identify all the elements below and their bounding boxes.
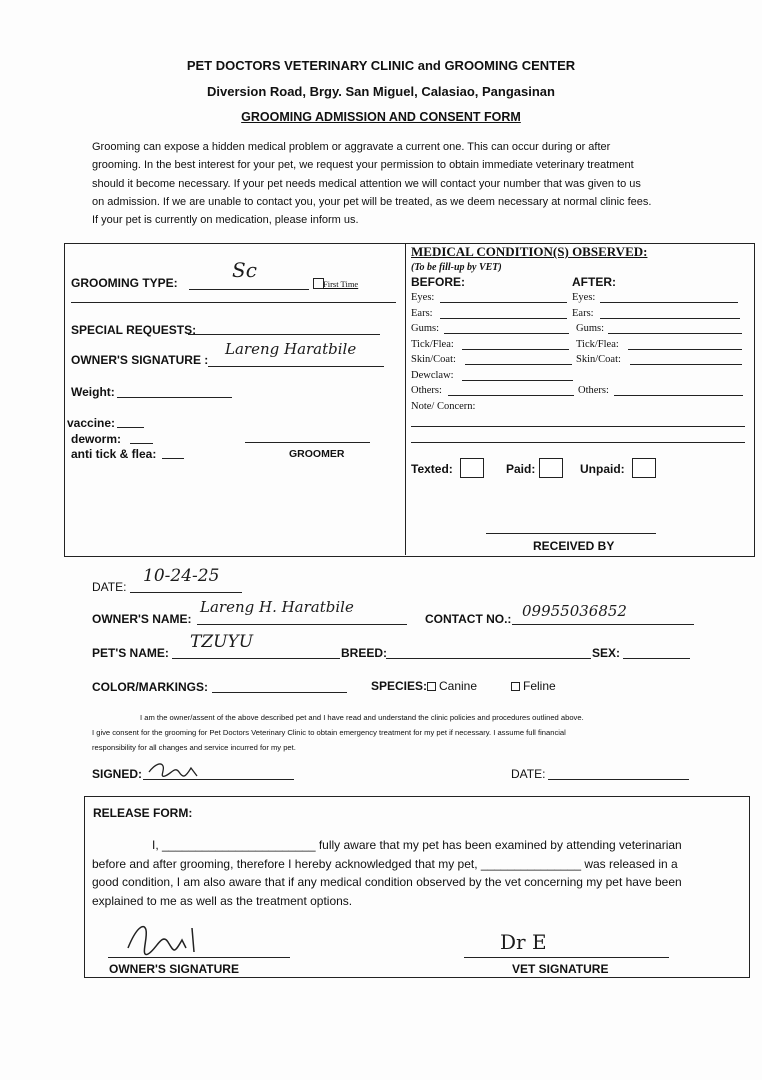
intro-line: If your pet is currently on medication, please inform us. — [92, 214, 359, 227]
first-time-label: First Time — [323, 279, 359, 289]
box-divider — [405, 243, 406, 555]
release-line: before and after grooming, therefore I hereby acknowledged that my pet, _______________ was released in a — [92, 856, 678, 871]
before-eyes-field[interactable] — [440, 302, 567, 303]
after-gums-field[interactable] — [608, 333, 742, 334]
after-ears-field[interactable] — [600, 318, 740, 319]
before-others-label: Others: — [411, 385, 442, 396]
texted-label: Texted: — [411, 462, 453, 476]
date-label: DATE: — [92, 580, 127, 594]
after-skin-field[interactable] — [630, 364, 742, 365]
before-label: BEFORE: — [411, 275, 465, 289]
pet-name-label: PET'S NAME: — [92, 646, 169, 660]
after-gums-label: Gums: — [576, 323, 605, 334]
before-ears-label: Ears: — [411, 308, 433, 319]
deworm-label: deworm: — [71, 432, 122, 446]
release-title: RELEASE FORM: — [93, 806, 193, 820]
species-label: SPECIES: — [371, 679, 428, 693]
before-eyes-label: Eyes: — [411, 292, 435, 303]
release-line: explained to me as well as the treatment options. — [92, 893, 353, 908]
before-dewclaw-field[interactable] — [462, 380, 573, 381]
consent-paragraph — [92, 710, 696, 755]
before-dewclaw-label: Dewclaw: — [411, 370, 454, 381]
before-gums-field[interactable] — [444, 333, 569, 334]
after-eyes-field[interactable] — [600, 302, 738, 303]
grooming-type-value[interactable]: Sc — [232, 258, 257, 282]
special-requests-label: SPECIAL REQUESTS: — [71, 323, 197, 337]
after-tick-field[interactable] — [628, 349, 742, 350]
owner-signature-value[interactable]: Lareng Haratbile — [225, 340, 357, 358]
clinic-name: PET DOCTORS VETERINARY CLINIC and GROOMING CENTER — [186, 58, 576, 73]
contact-value[interactable]: 09955036852 — [522, 602, 627, 620]
owner-name-label: OWNER'S NAME: — [92, 612, 192, 626]
signed-label: SIGNED: — [92, 767, 143, 781]
before-tick-field[interactable] — [462, 349, 569, 350]
intro-line: grooming. In the best interest for your pet, we request your permission to obtain immediate veterinary treatment — [92, 159, 634, 172]
groomer-label: GROOMER — [289, 448, 345, 460]
before-ears-field[interactable] — [440, 318, 567, 319]
unpaid-label: Unpaid: — [580, 462, 625, 476]
unpaid-checkbox[interactable] — [632, 458, 656, 478]
note-field-1[interactable] — [411, 426, 745, 427]
color-markings-field[interactable] — [212, 692, 347, 693]
owner-name-value[interactable]: Lareng H. Haratbile — [200, 598, 354, 616]
grooming-type-label: GROOMING TYPE: — [71, 276, 178, 290]
deworm-field[interactable] — [130, 443, 153, 444]
contact-label: CONTACT NO.: — [425, 612, 512, 626]
weight-field[interactable] — [117, 397, 232, 398]
vet-signature-label: VET SIGNATURE — [512, 962, 609, 976]
sex-label: SEX: — [592, 646, 621, 660]
before-gums-label: Gums: — [411, 323, 440, 334]
before-skin-label: Skin/Coat: — [411, 354, 456, 365]
medical-title: MEDICAL CONDITION(S) OBSERVED: — [411, 244, 648, 259]
intro-line: should it become necessary. If your pet needs medical attention we will contact your number that was given to us — [92, 177, 641, 190]
release-owner-signature-label: OWNER'S SIGNATURE — [109, 962, 239, 976]
vet-signature-line[interactable] — [464, 957, 669, 958]
after-others-label: Others: — [578, 385, 609, 396]
before-skin-field[interactable] — [465, 364, 572, 365]
consent-line: responsibility for all changes and service incurred for my pet. — [92, 743, 296, 752]
release-line: good condition, I am also aware that if any medical condition observed by the vet concerning my pet have been — [92, 875, 682, 889]
signed-signature-icon — [145, 758, 205, 782]
before-others-field[interactable] — [448, 395, 574, 396]
vet-signature-value[interactable]: Dr E — [500, 930, 547, 954]
release-paragraph — [92, 836, 743, 910]
received-by-label: RECEIVED BY — [533, 539, 615, 553]
sex-field[interactable] — [623, 658, 690, 659]
grooming-medical-box — [64, 243, 755, 557]
feline-label: Feline — [523, 679, 556, 693]
after-label: AFTER: — [572, 275, 616, 289]
intro-paragraph — [92, 138, 695, 229]
vaccine-field[interactable] — [117, 427, 144, 428]
clinic-address: Diversion Road, Brgy. San Miguel, Calasiao, Pangasinan — [207, 84, 555, 99]
consent-line: I give consent for the grooming for Pet Doctors Veterinary Clinic to obtain emergency treatment for my pet if necessary. I assume full financial — [92, 728, 566, 737]
after-others-field[interactable] — [614, 395, 743, 396]
vaccine-label: vaccine: — [67, 416, 116, 430]
anti-tick-label: anti tick & flea: — [71, 447, 157, 461]
breed-field[interactable] — [386, 658, 591, 659]
received-by-line[interactable] — [486, 533, 656, 534]
form-title: GROOMING ADMISSION AND CONSENT FORM — [241, 110, 521, 124]
texted-checkbox[interactable] — [460, 458, 484, 478]
weight-label: Weight: — [71, 385, 115, 399]
after-ears-label: Ears: — [572, 308, 594, 319]
special-requests-field[interactable] — [188, 334, 380, 335]
signed-date-field[interactable] — [548, 779, 689, 780]
medical-subtitle: (To be fill-up by VET) — [411, 262, 502, 273]
after-eyes-label: Eyes: — [572, 292, 596, 303]
note-label: Note/ Concern: — [411, 401, 476, 412]
after-tick-label: Tick/Flea: — [576, 339, 619, 350]
color-markings-label: COLOR/MARKINGS: — [92, 680, 208, 694]
canine-checkbox[interactable] — [427, 682, 436, 691]
canine-label: Canine — [439, 679, 478, 693]
groomer-signature-line[interactable] — [245, 442, 370, 443]
date-value[interactable]: 10-24-25 — [143, 566, 220, 586]
before-tick-label: Tick/Flea: — [411, 339, 454, 350]
signed-date-label: DATE: — [511, 767, 546, 781]
intro-line: Grooming can expose a hidden medical problem or aggravate a current one. This can occur during or after — [92, 141, 611, 153]
anti-tick-field[interactable] — [162, 458, 184, 459]
feline-checkbox[interactable] — [511, 682, 520, 691]
release-line: I, _______________________ fully aware that my pet has been examined by attending veterinarian — [152, 838, 682, 852]
paid-checkbox[interactable] — [539, 458, 563, 478]
owner-signature-label: OWNER'S SIGNATURE : — [71, 353, 209, 367]
pet-name-value[interactable]: TZUYU — [190, 632, 254, 652]
release-owner-signature-icon — [122, 918, 212, 962]
consent-line: I am the owner/assent of the above described pet and I have read and understand the clinic policies and procedures outlined above. — [140, 713, 584, 722]
paid-label: Paid: — [506, 462, 536, 476]
intro-line: on admission. If we are unable to contact you, your pet will be treated, as we deem necessary at normal clinic fees. — [92, 195, 652, 208]
after-skin-label: Skin/Coat: — [576, 354, 621, 365]
note-field-2[interactable] — [411, 442, 745, 443]
breed-label: BREED: — [341, 646, 388, 660]
